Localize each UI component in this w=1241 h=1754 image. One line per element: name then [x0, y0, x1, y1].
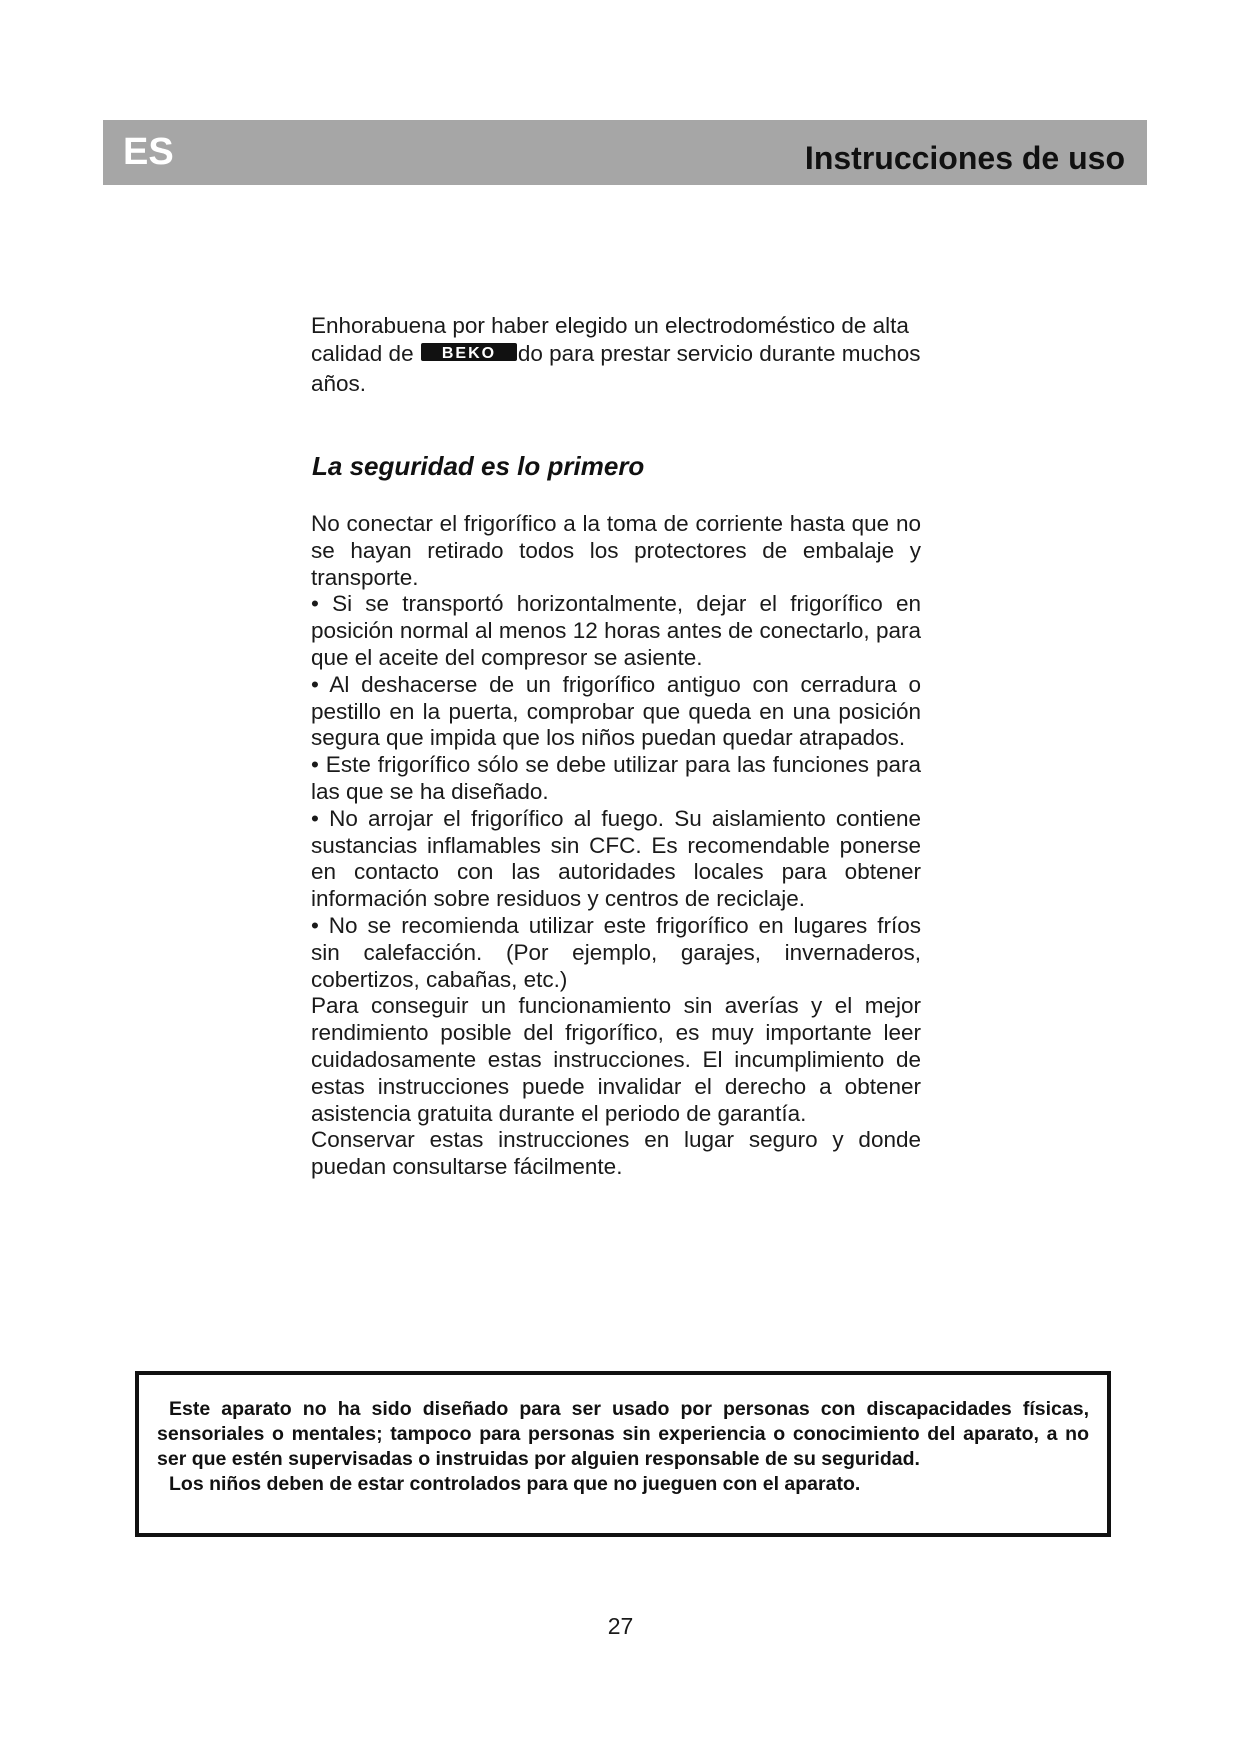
header-bar — [103, 120, 1147, 185]
safety-body — [311, 511, 921, 1181]
paragraph-cold-places: • No se recomienda utilizar este frigorífico en lugares fríos sin calefacción. (Por ejemplo, garajes, invernaderos, cobertizos, cabañas, etc.) — [311, 912, 921, 992]
page-number: 27 — [607, 1613, 634, 1639]
warning-disabilities: Este aparato no ha sido diseñado para ser usado por personas con discapacidades físicas, sensoriales o mentales; tampoco para personas sin experiencia o conocimiento del aparato, a no ser que estén supervisadas o instruidas por alguien responsable de su seguridad. — [157, 1398, 1089, 1470]
svg-text:BEKO: BEKO — [441, 344, 496, 362]
warning-children: Los niños deben de estar controlados para que no jueguen con el aparato. — [169, 1473, 861, 1495]
language-code: ES — [123, 131, 174, 173]
paragraph-unpack: No conectar el frigorífico a la toma de corriente hasta que no se hayan retirado todos los protectores de embalaje y transporte. — [311, 511, 921, 590]
paragraph-fire: • No arrojar el frigorífico al fuego. Su aislamiento contiene sustancias inflamables sin CFC. Es recomendable ponerse en contacto con las autoridades locales para obtener información sobre residuos y centros de reciclaje. — [311, 805, 921, 912]
paragraph-intended-use: • Este frigorífico sólo se debe utilizar para las funciones para las que se ha diseñado. — [311, 752, 921, 804]
intro-text-before-logo: Enhorabuena por haber elegido un electrodoméstico de alta calidad de — [311, 313, 909, 366]
intro-text-after-logo: do para prestar servicio durante muchos años. — [311, 340, 921, 396]
paragraph-read-instructions: Para conseguir un funcionamiento sin averías y el mejor rendimiento posible del frigorífico, es muy importante leer cuidadosamente estas instrucciones. El incumplimiento de estas instrucciones puede invalidar el derecho a obtener asistencia gratuita durante el periodo de garantía. — [311, 993, 921, 1126]
paragraph-keep-instructions: Conservar estas instrucciones en lugar seguro y donde puedan consultarse fácilmente. — [311, 1127, 921, 1180]
beko-logo-icon — [421, 340, 517, 371]
warning-box — [135, 1371, 1111, 1537]
intro-paragraph — [311, 313, 921, 397]
section-title: La seguridad es lo primero — [312, 451, 645, 481]
paragraph-old-fridge: • Al deshacerse de un frigorífico antiguo con cerradura o pestillo en la puerta, comprobar que queda en una posición segura que impida que los niños puedan quedar atrapados. — [311, 671, 921, 751]
manual-title: Instrucciones de uso — [804, 140, 1125, 176]
paragraph-transport: • Si se transportó horizontalmente, dejar el frigorífico en posición normal al menos 12 horas antes de conectarlo, para que el aceite del compresor se asiente. — [311, 591, 921, 670]
